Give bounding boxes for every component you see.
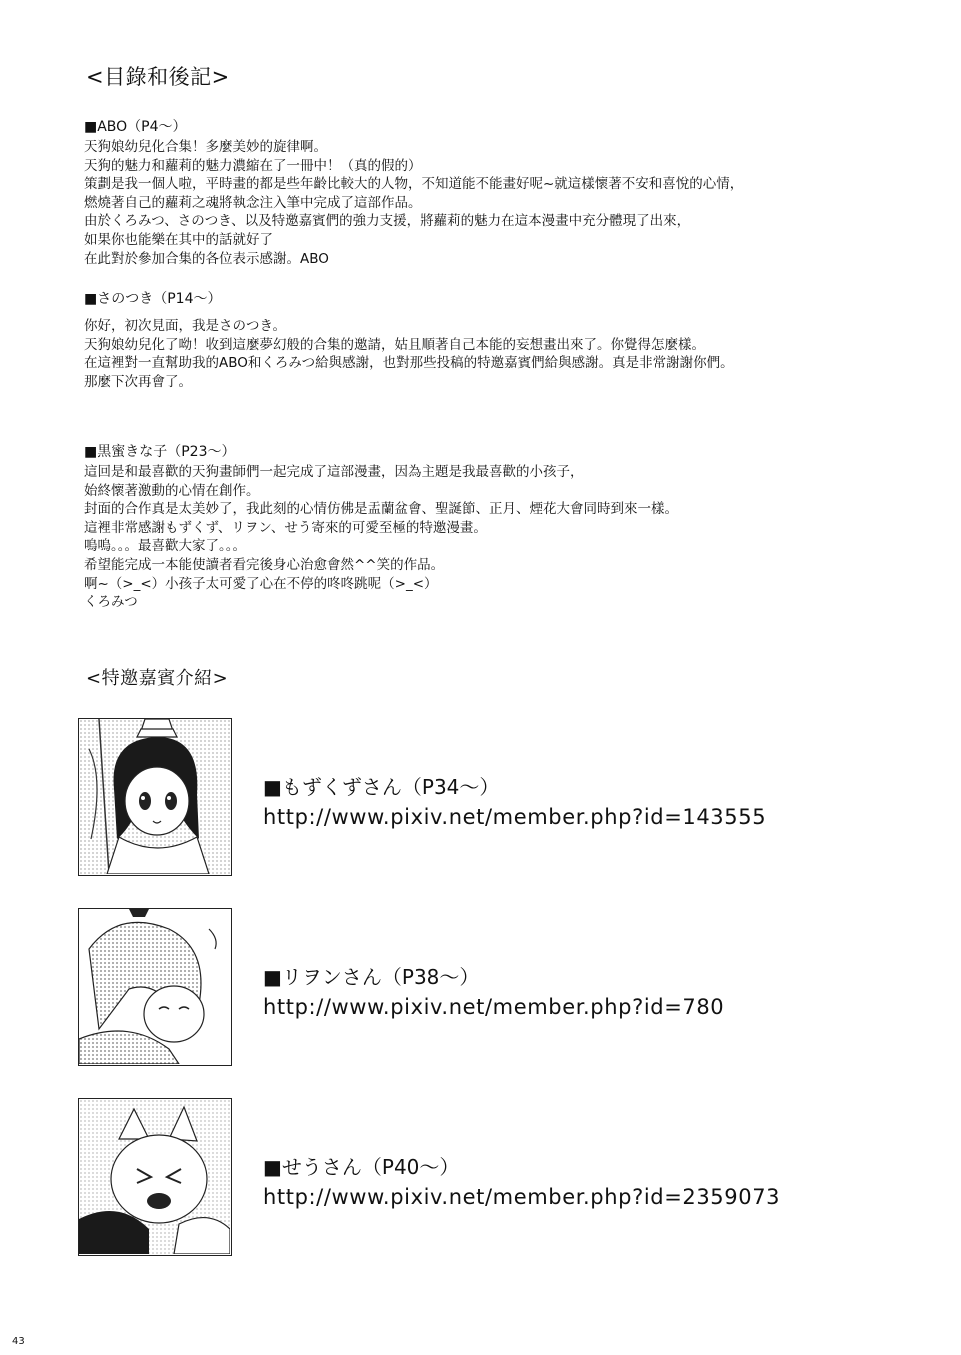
section-line: 如果你也能樂在其中的話就好了	[84, 231, 273, 248]
guest-illustration-2	[78, 908, 232, 1066]
section-line: 希望能完成一本能使讀者看完後身心治愈會然^^笑的作品。	[84, 556, 445, 573]
guest-illustration-3	[78, 1098, 232, 1256]
section-line: 你好，初次見面，我是さのつき。	[84, 318, 286, 334]
section-line: 策劃是我一個人啦，平時畫的都是些年齡比較大的人物，不知道能不能畫好呢~就這樣懷著不安和喜悅的心情，	[84, 176, 744, 193]
sleeping-girl-illustration	[79, 909, 230, 1064]
section-line: 在此對於參加合集的各位表示感謝。ABO	[84, 250, 329, 267]
afterword-section-sanotsuki	[84, 290, 884, 391]
guest-name: ■せうさん（P40～）	[263, 1155, 460, 1179]
section-line: 嗚嗚。。。最喜歡大家了。。。	[84, 538, 246, 555]
section-title: ■さのつき（P14～）	[84, 291, 222, 307]
section-line: 始終懷著激動的心情在創作。	[84, 482, 260, 499]
section-line: 天狗娘幼兒化合集！多麼美妙的旋律啊。	[84, 139, 327, 155]
section-line: 燃燒著自己的蘿莉之魂將執念注入筆中完成了這部作品。	[84, 194, 422, 211]
guest-url[interactable]: http://www.pixiv.net/member.php?id=143555	[263, 805, 767, 829]
guest-illustration-1	[78, 718, 232, 876]
section-line: 這裡非常感謝もずくず、リヲン、せう寄來的可愛至極的特邀漫畫。	[84, 519, 487, 536]
afterword-section-abo	[84, 118, 884, 268]
section-title: ■ABO（P4～）	[84, 119, 187, 135]
section-line: 在這裡對一直幫助我的ABO和くろみつ給與感謝，也對那些投稿的特邀嘉賓們給與感謝。真是非常謝謝你們。	[84, 355, 734, 372]
guests-heading: <特邀嘉賓介紹>	[86, 668, 229, 689]
section-line: 那麼下次再會了。	[84, 373, 192, 390]
section-line: くろみつ	[84, 594, 138, 611]
section-line: 啊~（>_<）小孩子太可愛了心在不停的咚咚跳呢（>_<）	[84, 575, 438, 592]
section-line: 封面的合作真是太美妙了，我此刻的心情仿佛是盂蘭盆會、聖誕節、正月、煙花大會同時到來一樣。	[84, 501, 678, 518]
section-title: ■黒蜜きな子（P23～）	[84, 444, 236, 460]
page-number: 43	[12, 1336, 25, 1347]
guest-name: ■リヲンさん（P38～）	[263, 965, 480, 989]
guest-url[interactable]: http://www.pixiv.net/member.php?id=2359073	[263, 1185, 781, 1209]
guest-url[interactable]: http://www.pixiv.net/member.php?id=780	[263, 995, 725, 1019]
guest-entry	[78, 1098, 838, 1258]
section-line: 這回是和最喜歡的天狗畫師們一起完成了這部漫畫，因為主題是我最喜歡的小孩子，	[84, 464, 584, 480]
section-line: 由於くろみつ、さのつき、以及特邀嘉賓們的強力支援，將蘿莉的魅力在這本漫畫中充分體現了出來，	[84, 213, 691, 230]
guest-name: ■もずくずさん（P34～）	[263, 775, 500, 799]
crying-wolf-girl-illustration	[79, 1099, 230, 1254]
afterword-section-kuromitsu	[84, 443, 884, 612]
section-line: 天狗的魅力和蘿莉的魅力濃縮在了一冊中！（真的假的）	[84, 157, 422, 174]
guest-entry	[78, 908, 838, 1068]
contents-heading: <目錄和後記>	[86, 65, 230, 89]
chibi-girl-hat-illustration	[79, 719, 230, 874]
guest-entry	[78, 718, 838, 878]
section-line: 天狗娘幼兒化了呦！收到這麼夢幻般的合集的邀請，姑且順著自己本能的妄想畫出來了。你覺得怎麼樣。	[84, 336, 705, 353]
